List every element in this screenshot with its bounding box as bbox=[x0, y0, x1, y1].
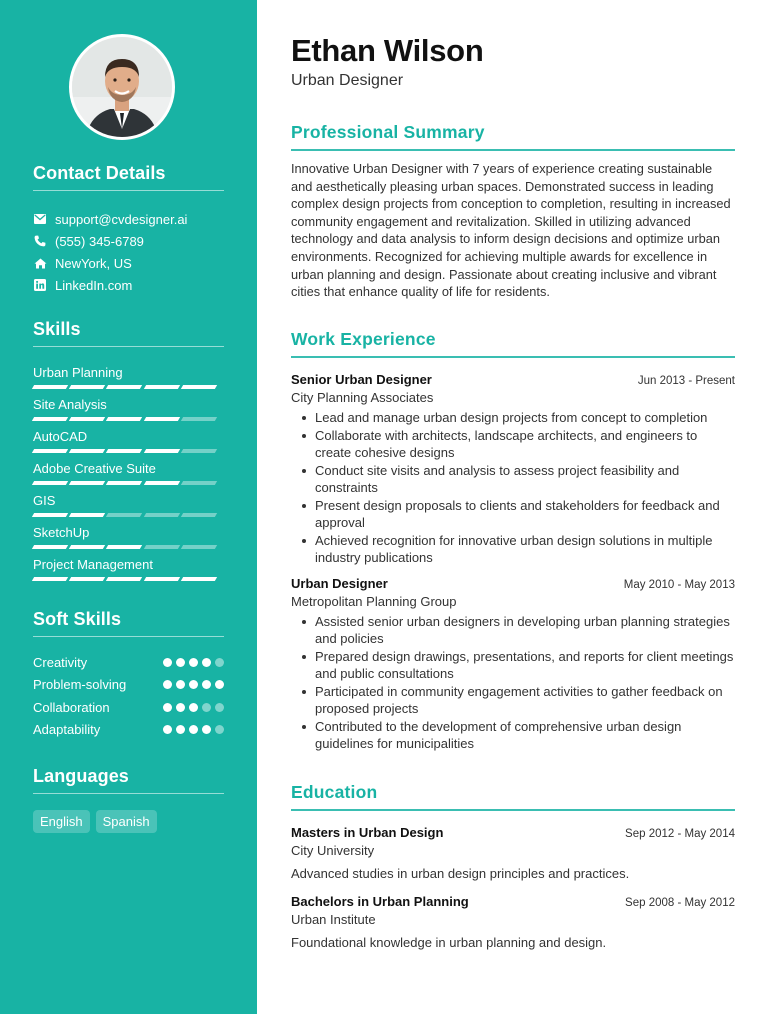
divider bbox=[291, 149, 735, 151]
education-description: Advanced studies in urban design principles and practices. bbox=[291, 866, 630, 881]
rating-dot bbox=[163, 658, 172, 667]
degree-title: Bachelors in Urban Planning bbox=[291, 894, 469, 909]
skill-level-segment bbox=[181, 481, 217, 485]
job-header bbox=[291, 372, 735, 387]
rating-dot bbox=[176, 658, 185, 667]
experience-title: Work Experience bbox=[291, 329, 436, 349]
job-bullet: Present design proposals to clients and stakeholders for feedback and approval bbox=[291, 497, 735, 532]
job-bullet: Prepared design drawings, presentations, and reports for client meetings and public consultations bbox=[291, 648, 735, 683]
skills-section bbox=[33, 319, 224, 588]
rating-dot bbox=[176, 725, 185, 734]
skill-level-bar bbox=[33, 481, 224, 485]
education-header bbox=[291, 825, 735, 840]
contact-linkedin[interactable] bbox=[33, 274, 224, 296]
skill-level-segment bbox=[69, 545, 105, 549]
job-company: Metropolitan Planning Group bbox=[291, 593, 457, 609]
skill-level-segment bbox=[181, 545, 217, 549]
rating-dot bbox=[163, 703, 172, 712]
soft-skill-item bbox=[33, 674, 224, 697]
skill-name: AutoCAD bbox=[33, 429, 88, 444]
experience-section bbox=[291, 329, 735, 753]
sidebar bbox=[0, 0, 257, 1014]
rating-dot bbox=[189, 703, 198, 712]
contact-linkedin-text: LinkedIn.com bbox=[55, 277, 133, 293]
skill-name: SketchUp bbox=[33, 525, 90, 540]
rating-dot bbox=[189, 680, 198, 689]
skill-level-bar bbox=[33, 417, 224, 421]
job-title: Urban Designer bbox=[291, 575, 388, 591]
rating-dot bbox=[189, 725, 198, 734]
divider bbox=[291, 356, 735, 358]
contact-location bbox=[33, 252, 224, 274]
skill-item bbox=[33, 364, 224, 396]
skill-level-segment bbox=[143, 545, 179, 549]
skill-level-segment bbox=[181, 417, 217, 421]
skill-level-segment bbox=[32, 545, 68, 549]
skill-level-segment bbox=[69, 481, 105, 485]
soft-skill-rating bbox=[163, 680, 224, 689]
education-section bbox=[291, 782, 735, 950]
skill-level-bar bbox=[33, 385, 224, 389]
languages-section bbox=[33, 766, 224, 833]
home-icon bbox=[33, 256, 47, 270]
summary-section bbox=[291, 122, 735, 301]
school-name: City University bbox=[291, 843, 375, 858]
phone-icon bbox=[33, 234, 47, 248]
skill-name: Urban Planning bbox=[33, 365, 123, 380]
skill-level-segment bbox=[106, 481, 142, 485]
skill-level-segment bbox=[32, 385, 68, 389]
skills-list bbox=[33, 364, 224, 588]
skill-level-segment bbox=[181, 385, 217, 389]
job-bullet: Assisted senior urban designers in developing urban planning strategies and policies bbox=[291, 613, 735, 648]
skill-name: Site Analysis bbox=[33, 397, 107, 412]
rating-dot bbox=[176, 703, 185, 712]
rating-dot bbox=[202, 725, 211, 734]
rating-dot bbox=[215, 725, 224, 734]
soft-skill-rating bbox=[163, 703, 224, 712]
skill-level-segment bbox=[32, 449, 68, 453]
skill-level-segment bbox=[69, 449, 105, 453]
jobs-list bbox=[291, 372, 735, 753]
skill-level-segment bbox=[69, 417, 105, 421]
rating-dot bbox=[202, 658, 211, 667]
profile-photo bbox=[72, 37, 172, 137]
soft-skill-item bbox=[33, 651, 224, 674]
language-pill: English bbox=[33, 810, 90, 833]
divider bbox=[33, 190, 224, 191]
contact-phone[interactable] bbox=[33, 230, 224, 252]
divider bbox=[33, 793, 224, 794]
languages-title: Languages bbox=[33, 766, 129, 786]
skill-item bbox=[33, 396, 224, 428]
job-title: Senior Urban Designer bbox=[291, 372, 432, 387]
skill-level-segment bbox=[181, 577, 217, 581]
rating-dot bbox=[215, 658, 224, 667]
skill-name: Project Management bbox=[33, 557, 153, 572]
job-date: May 2010 - May 2013 bbox=[623, 578, 735, 591]
skill-level-segment bbox=[32, 417, 68, 421]
soft-skill-rating bbox=[163, 658, 224, 667]
job-bullet: Collaborate with architects, landscape architects, and engineers to create cohesive designs bbox=[291, 427, 735, 462]
skill-level-segment bbox=[143, 385, 179, 389]
job-company: City Planning Associates bbox=[291, 390, 434, 405]
language-pill: Spanish bbox=[96, 810, 157, 833]
job-date: Jun 2013 - Present bbox=[637, 375, 735, 387]
rating-dot bbox=[202, 680, 211, 689]
skill-name: GIS bbox=[33, 493, 56, 508]
skill-level-bar bbox=[33, 577, 224, 581]
summary-text: Innovative Urban Designer with 7 years of experience creating sustainable and aesthetically pleasing urban spaces. Demonstrated success in leading complex design projects from conception to completion, resulting in increased community engagement and revitalization. Skilled in utilizing advanced technology and data analysis to inform design decisions and optimize urban environments. Recognized for achieving multiple awards for excellence in urban planning and design. Passionate about creating inclusive and vibrant cities that enhance quality of life for residents. bbox=[291, 161, 731, 300]
contact-location-text: NewYork, US bbox=[55, 255, 132, 271]
soft-skill-name: Collaboration bbox=[33, 699, 110, 715]
skill-level-segment bbox=[106, 449, 142, 453]
languages-list bbox=[33, 810, 224, 833]
degree-title: Masters in Urban Design bbox=[291, 825, 444, 840]
rating-dot bbox=[215, 703, 224, 712]
rating-dot bbox=[176, 680, 185, 689]
job-entry bbox=[291, 372, 735, 567]
skill-level-segment bbox=[143, 577, 179, 581]
skill-item bbox=[33, 492, 224, 524]
skill-item bbox=[33, 524, 224, 556]
school-name: Urban Institute bbox=[291, 912, 376, 927]
skill-level-segment bbox=[32, 577, 68, 581]
job-header bbox=[291, 576, 735, 591]
job-bullet: Achieved recognition for innovative urban design solutions in multiple industry publications bbox=[291, 532, 735, 567]
soft-skill-name: Problem-solving bbox=[33, 677, 127, 693]
education-entry bbox=[291, 894, 735, 950]
education-entry bbox=[291, 825, 735, 881]
candidate-role: Urban Designer bbox=[291, 72, 404, 89]
skill-level-segment bbox=[143, 513, 179, 517]
skill-level-segment bbox=[106, 545, 142, 549]
envelope-icon bbox=[33, 212, 47, 226]
education-date: Sep 2008 - May 2012 bbox=[625, 897, 735, 909]
soft-skill-rating bbox=[163, 725, 224, 734]
skill-level-bar bbox=[33, 513, 224, 517]
education-title: Education bbox=[291, 782, 378, 802]
skill-level-segment bbox=[32, 513, 68, 517]
skill-level-segment bbox=[69, 577, 105, 581]
skill-level-segment bbox=[106, 577, 142, 581]
skill-item bbox=[33, 460, 224, 492]
education-header bbox=[291, 894, 735, 909]
job-bullet: Participated in community engagement activities to gather feedback on proposed projects bbox=[291, 683, 735, 718]
divider bbox=[33, 346, 224, 347]
summary-title: Professional Summary bbox=[291, 122, 485, 142]
soft-skill-name: Adaptability bbox=[33, 722, 101, 738]
job-bullet: Lead and manage urban design projects from concept to completion bbox=[291, 409, 735, 427]
job-bullets bbox=[291, 409, 735, 567]
soft-skill-item bbox=[33, 719, 224, 742]
avatar bbox=[69, 34, 175, 140]
main-content bbox=[257, 0, 768, 1014]
rating-dot bbox=[215, 680, 224, 689]
divider bbox=[291, 809, 735, 811]
contact-email[interactable] bbox=[33, 208, 224, 230]
skill-level-segment bbox=[143, 481, 179, 485]
job-bullets bbox=[291, 613, 735, 753]
candidate-name: Ethan Wilson bbox=[291, 33, 484, 68]
skill-item bbox=[33, 428, 224, 460]
rating-dot bbox=[202, 703, 211, 712]
skill-item bbox=[33, 556, 224, 588]
contact-email-text: support@cvdesigner.ai bbox=[55, 211, 188, 227]
skill-level-segment bbox=[181, 513, 217, 517]
education-list bbox=[291, 825, 735, 950]
skill-level-segment bbox=[143, 449, 179, 453]
skill-level-bar bbox=[33, 545, 224, 549]
skill-level-segment bbox=[106, 417, 142, 421]
rating-dot bbox=[163, 725, 172, 734]
skills-title: Skills bbox=[33, 319, 81, 339]
contact-phone-text: (555) 345-6789 bbox=[55, 233, 144, 249]
job-entry bbox=[291, 576, 735, 753]
skill-level-segment bbox=[32, 481, 68, 485]
contact-section bbox=[33, 163, 224, 296]
skill-level-segment bbox=[69, 385, 105, 389]
soft-skills-list bbox=[33, 651, 224, 741]
rating-dot bbox=[189, 658, 198, 667]
education-description: Foundational knowledge in urban planning and design. bbox=[291, 935, 607, 950]
soft-skill-name: Creativity bbox=[33, 654, 88, 670]
soft-skills-title: Soft Skills bbox=[33, 609, 122, 629]
soft-skills-section bbox=[33, 609, 224, 741]
skill-level-segment bbox=[181, 449, 217, 453]
rating-dot bbox=[163, 680, 172, 689]
education-date: Sep 2012 - May 2014 bbox=[625, 828, 735, 840]
linkedin-icon bbox=[33, 278, 47, 292]
skill-level-segment bbox=[106, 513, 142, 517]
skill-name: Adobe Creative Suite bbox=[33, 461, 156, 476]
skill-level-segment bbox=[106, 385, 142, 389]
job-bullet: Conduct site visits and analysis to assess project feasibility and constraints bbox=[291, 462, 735, 497]
job-bullet: Contributed to the development of comprehensive urban design guidelines for municipalities bbox=[291, 718, 735, 753]
skill-level-bar bbox=[33, 449, 224, 453]
soft-skill-item bbox=[33, 696, 224, 719]
skill-level-segment bbox=[143, 417, 179, 421]
skill-level-segment bbox=[69, 513, 105, 517]
divider bbox=[33, 636, 224, 637]
contact-title: Contact Details bbox=[33, 163, 166, 183]
